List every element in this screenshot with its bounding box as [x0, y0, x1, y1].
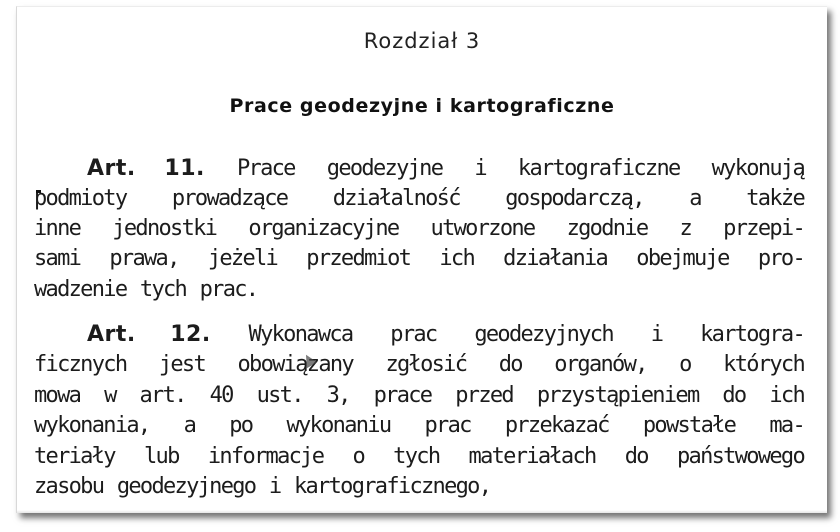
article-11-line-3: sami prawa, jeżeli przedmiot ich działania obejmuje pro- — [34, 246, 804, 271]
article-12-first-line — [87, 320, 804, 350]
article-12-first-text: Wykonawca prac geodezyjnych i kartogra- — [248, 322, 805, 347]
document-page — [16, 6, 827, 513]
article-12-line-2: mowa w art. 40 ust. 3, prace przed przystąpieniem do ich — [34, 383, 804, 408]
chapter-title: Rozdział 3 — [363, 29, 481, 53]
article-11-first-line — [87, 154, 804, 184]
article-12-line-4: teriały lub informacje o tych materiałach do państwowego — [34, 444, 804, 469]
article-11-first-text: Prace geodezyjne i kartograficzne wykonują — [237, 156, 804, 181]
article-11-line-2: inne jednostki organizacyjne utworzone zgodnie z przepi- — [34, 216, 804, 241]
article-12-line-5: zasobu geodezyjnego i kartograficznego, — [34, 474, 491, 499]
chapter-heading: Prace geodezyjne i kartograficzne — [229, 95, 615, 117]
article-11-line-4: wadzenie tych prac. — [34, 277, 258, 302]
article-12-line-3: wykonania, a po wykonaniu prac przekazać powstałe ma- — [34, 413, 804, 438]
article-12-label: Art. 12. — [87, 322, 211, 347]
article-11-label: Art. 11. — [87, 156, 205, 181]
article-11-line-1: podmioty prowadzące działalność gospodarczą, a także — [34, 186, 804, 211]
article-12-line-1: ficznych jest obowiązany zgłosić do organów, o których — [34, 352, 804, 377]
